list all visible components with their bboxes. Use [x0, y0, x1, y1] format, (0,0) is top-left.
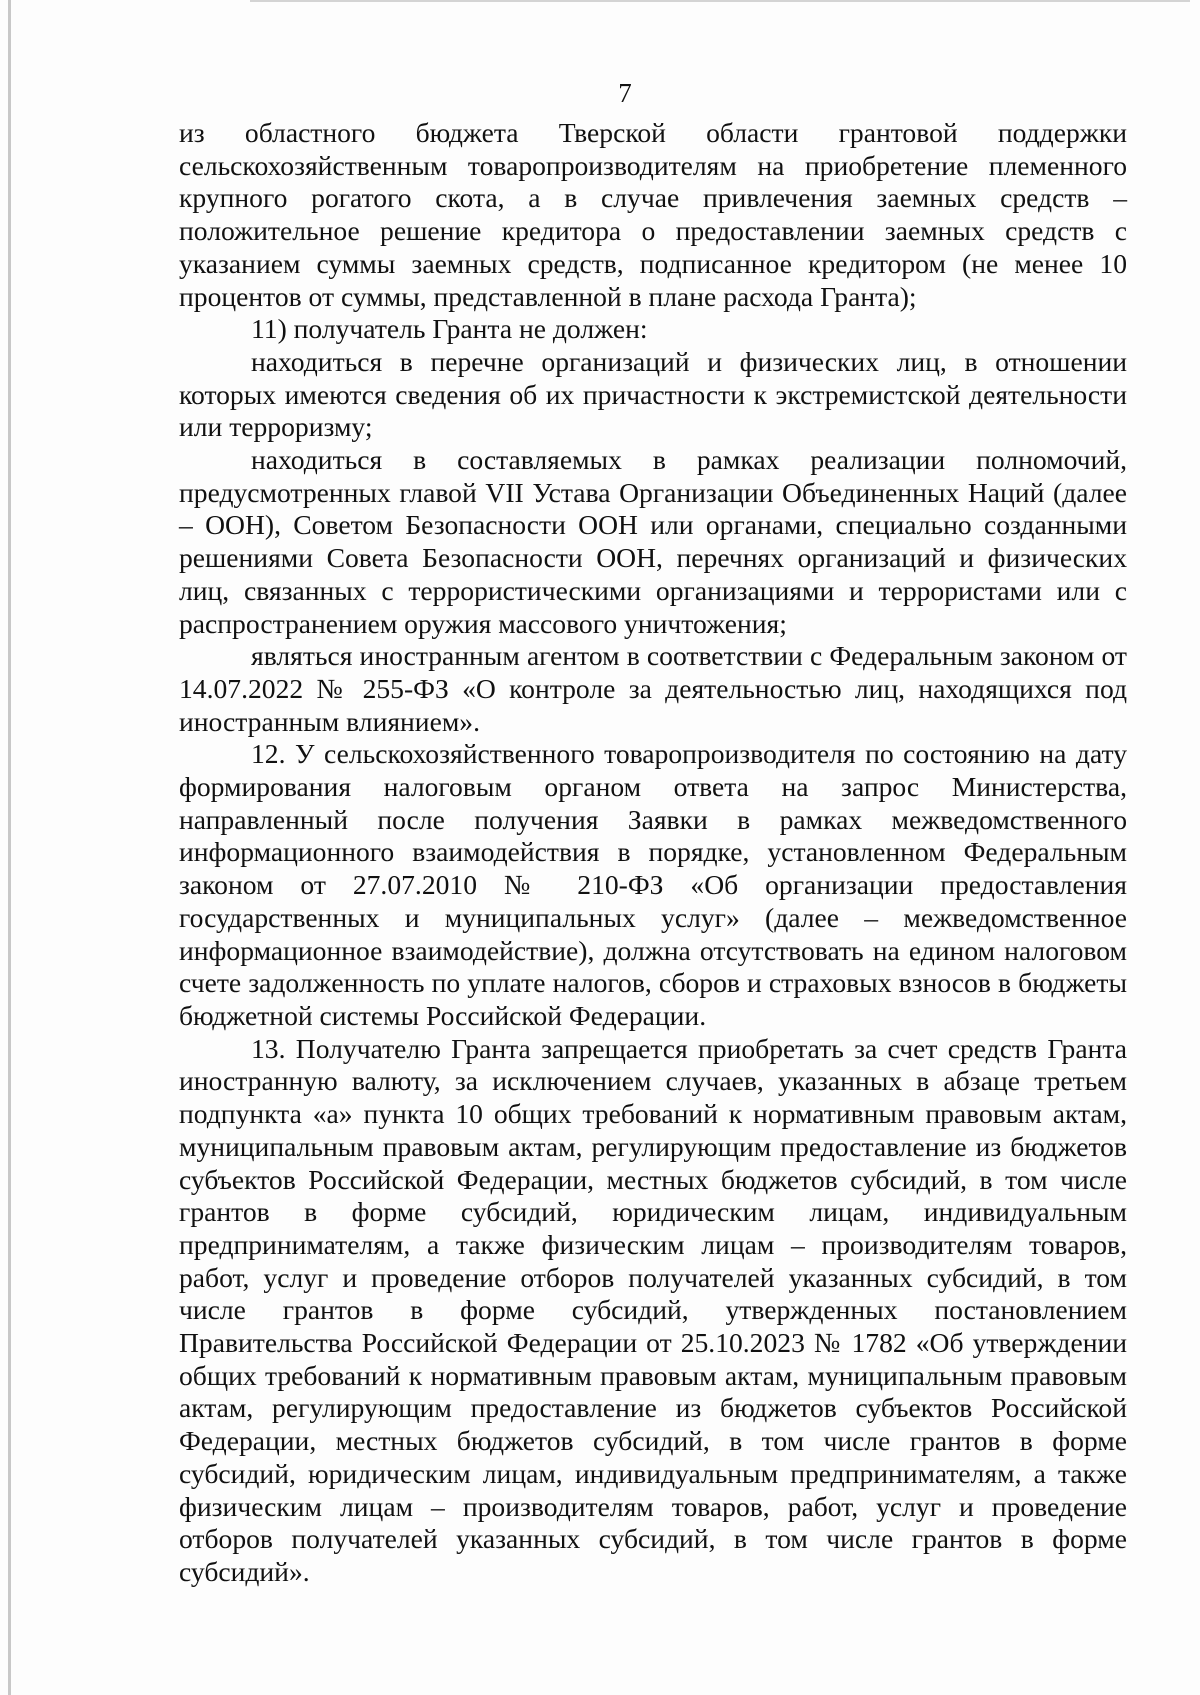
document-body: [179, 117, 1127, 1589]
page-number: 7: [618, 78, 632, 108]
paragraph-item-11-un-list: находиться в составляемых в рамках реализации полномочий, предусмотренных главой VII Устава Организации Объединенных Наций (далее – ООН), Советом Безопасности ООН или органами, специально созданными решениями Совета Безопасности ООН, перечнях организаций и физических лиц, связанных с террористическими организациями и террористами или с распространением оружия массового уничтожения;: [179, 444, 1127, 639]
paragraph-item-11-foreign-agent: являться иностранным агентом в соответствии с Федеральным законом от 14.07.2022 № 255-ФЗ «О контроле за деятельностью лиц, находящихся под иностранным влиянием».: [179, 640, 1127, 737]
scan-top-edge: [250, 0, 1190, 2]
paragraph-item-13: 13. Получателю Гранта запрещается приобретать за счет средств Гранта иностранную валюту, за исключением случаев, указанных в абзаце третьем подпункта «а» пункта 10 общих требований к нормативным правовым актам, муниципальным правовым актам, регулирующим предоставление из бюджетов субъектов Российской Федерации, местных бюджетов субсидий, в том числе грантов в форме субсидий, юридическим лицам, индивидуальным предпринимателям, а также физическим лицам – производителям товаров, работ, услуг и проведение отборов получателей указанных субсидий, в том числе грантов в форме субсидий, утвержденных постановлением Правительства Российской Федерации от 25.10.2023 № 1782 «Об утверждении общих требований к нормативным правовым актам, муниципальным правовым актам, регулирующим предоставление из бюджетов субъектов Российской Федерации, местных бюджетов субсидий, в том числе грантов в форме субсидий, юридическим лицам, индивидуальным предпринимателям, а также физическим лицам – производителям товаров, работ, услуг и проведение отборов получателей указанных субсидий, в том числе грантов в форме субсидий».: [179, 1032, 1127, 1587]
paragraph-item-12: 12. У сельскохозяйственного товаропроизводителя по состоянию на дату формирования налоговым органом ответа на запрос Министерства, направленный после получения Заявки в рамках межведомственного информационного взаимодействия в порядке, установленном Федеральным законом от 27.07.2010 № 210-ФЗ «Об организации предоставления государственных и муниципальных услуг» (далее – межведомственное информационное взаимодействие), должна отсутствовать на едином налоговом счете задолженность по уплате налогов, сборов и страховых взносов в бюджеты бюджетной системы Российской Федерации.: [179, 738, 1127, 1031]
paragraph-continuation: из областного бюджета Тверской области грантовой поддержки сельскохозяйственным товаропроизводителям на приобретение племенного крупного рогатого скота, а в случае привлечения заемных средств – положительное решение кредитора о предоставлении заемных средств с указанием суммы заемных средств, подписанное кредитором (не менее 10 процентов от суммы, представленной в плане расхода Гранта);: [179, 117, 1127, 312]
scan-left-edge: [8, 0, 11, 1695]
paragraph-item-11: 11) получатель Гранта не должен:: [251, 313, 648, 345]
paragraph-item-11-extremism-list: находиться в перечне организаций и физических лиц, в отношении которых имеются сведения об их причастности к экстремистской деятельности или терроризму;: [179, 345, 1127, 443]
